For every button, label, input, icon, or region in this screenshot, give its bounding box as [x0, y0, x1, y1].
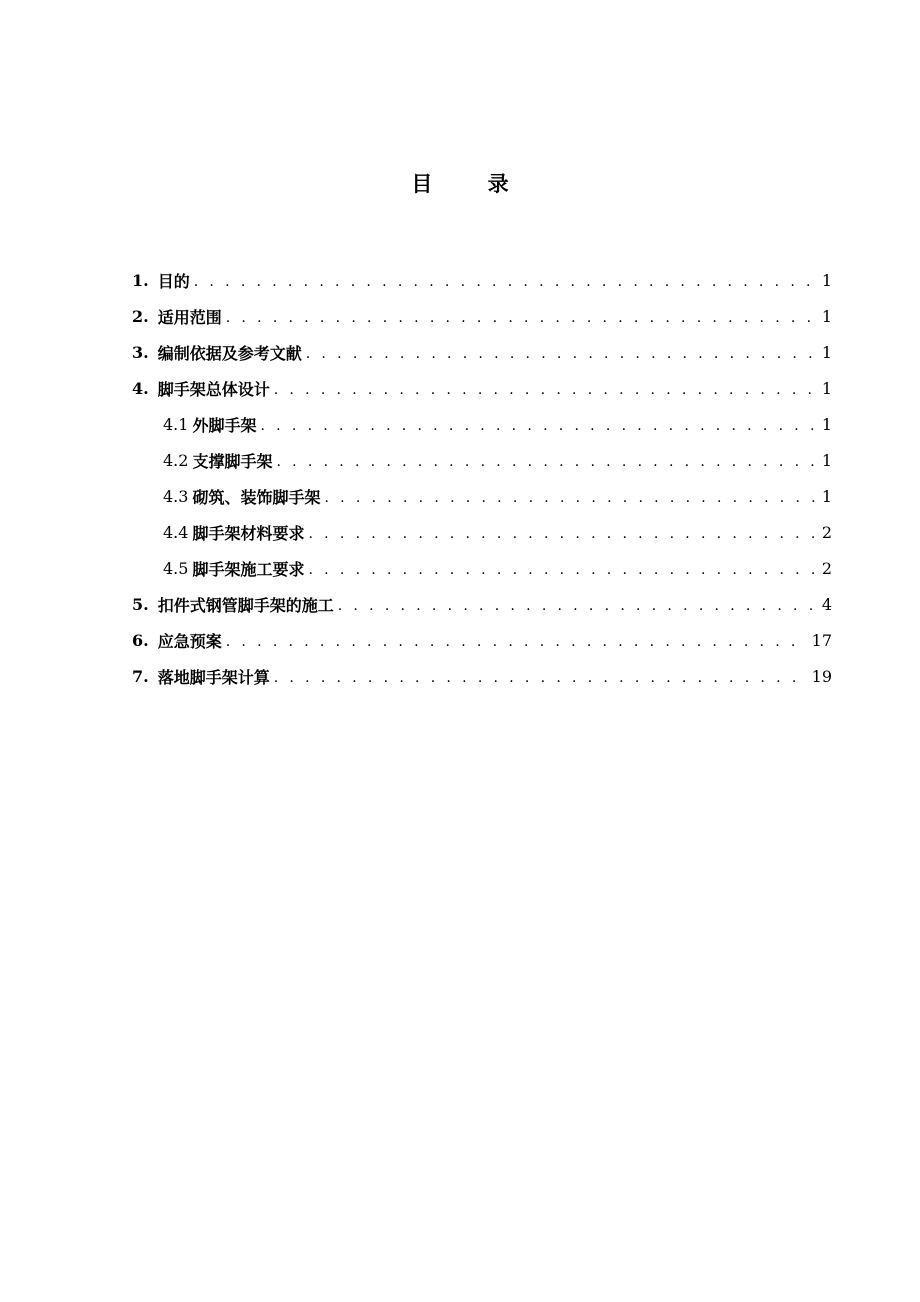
toc-dot-leader: [226, 310, 818, 326]
toc-entry-4-2[interactable]: [0, 442, 920, 478]
toc-entry-number: 6.: [132, 630, 149, 650]
toc-entry-3[interactable]: [0, 334, 920, 370]
toc-entry-4-1[interactable]: [0, 406, 920, 442]
toc-entry-2[interactable]: [0, 298, 920, 334]
toc-dot-leader: [274, 670, 808, 686]
toc-entry-page: 1: [821, 378, 832, 398]
toc-entry-number: 5.: [132, 594, 149, 614]
toc-entry-label: 外脚手架: [192, 415, 257, 435]
toc-entry-page: 1: [821, 486, 832, 506]
toc-entry-number: 2.: [132, 306, 149, 326]
toc-entry-page: 2: [821, 558, 832, 578]
toc-dot-leader: [276, 454, 817, 470]
toc-dot-leader: [338, 598, 818, 614]
toc-entry-label: 目的: [157, 271, 190, 291]
toc-entry-page: 17: [811, 630, 832, 650]
toc-dot-leader: [308, 526, 817, 542]
toc-dot-leader: [260, 418, 817, 434]
toc-entry-label: 砌筑、装饰脚手架: [192, 487, 321, 507]
toc-entry-page: 1: [821, 450, 832, 470]
toc-dot-leader: [308, 562, 817, 578]
toc-entry-label: 脚手架施工要求: [192, 559, 305, 579]
toc-entry-4[interactable]: [0, 370, 920, 406]
toc-entry-number: 4.1: [163, 414, 189, 434]
toc-entry-number: 4.3: [163, 486, 189, 506]
toc-entry-label: 适用范围: [157, 307, 222, 327]
toc-entry-number: 4.2: [163, 450, 189, 470]
toc-entry-number: 3.: [132, 342, 149, 362]
toc-entry-number: 1.: [132, 270, 149, 290]
toc-entry-page: 19: [811, 666, 832, 686]
table-of-contents: [0, 262, 920, 694]
toc-entry-label: 支撑脚手架: [192, 451, 273, 471]
toc-entry-page: 1: [821, 414, 832, 434]
toc-entry-number: 4.5: [163, 558, 189, 578]
toc-entry-5[interactable]: [0, 586, 920, 622]
toc-entry-label: 应急预案: [157, 631, 222, 651]
toc-entry-label: 脚手架材料要求: [192, 523, 305, 543]
toc-entry-number: 7.: [132, 666, 149, 686]
toc-entry-page: 4: [821, 594, 832, 614]
toc-dot-leader: [306, 346, 818, 362]
toc-entry-page: 1: [821, 270, 832, 290]
toc-entry-number: 4.: [132, 378, 149, 398]
toc-entry-page: 1: [821, 342, 832, 362]
toc-entry-label: 编制依据及参考文献: [157, 343, 302, 363]
toc-entry-1[interactable]: [0, 262, 920, 298]
toc-entry-number: 4.4: [163, 522, 189, 542]
toc-dot-leader: [194, 274, 818, 290]
toc-entry-page: 2: [821, 522, 832, 542]
toc-entry-7[interactable]: [0, 658, 920, 694]
toc-entry-label: 扣件式钢管脚手架的施工: [157, 595, 334, 615]
toc-entry-4-5[interactable]: [0, 550, 920, 586]
toc-entry-4-4[interactable]: [0, 514, 920, 550]
toc-dot-leader: [226, 634, 808, 650]
toc-entry-label: 脚手架总体设计: [157, 379, 270, 399]
toc-entry-4-3[interactable]: [0, 478, 920, 514]
toc-entry-6[interactable]: [0, 622, 920, 658]
page-title: 目 录: [411, 171, 533, 196]
toc-dot-leader: [324, 490, 817, 506]
toc-entry-label: 落地脚手架计算: [157, 667, 270, 687]
toc-entry-page: 1: [821, 306, 832, 326]
toc-dot-leader: [274, 382, 818, 398]
